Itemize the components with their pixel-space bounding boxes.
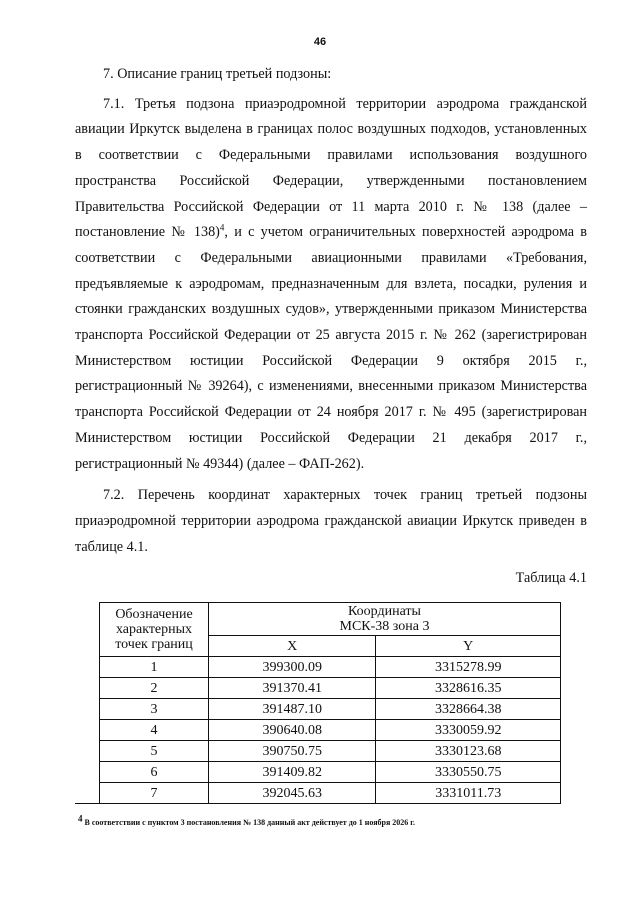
footnote: [78, 813, 588, 827]
document-body: [75, 62, 587, 804]
y-cell: 3328664.38: [376, 699, 561, 720]
table-row: [100, 699, 561, 720]
point-cell: 7: [100, 783, 209, 804]
table-caption: Таблица 4.1: [515, 570, 587, 587]
y-cell: 3330550.75: [376, 762, 561, 783]
point-cell: 1: [100, 657, 209, 678]
table-row: [100, 762, 561, 783]
y-cell: 3328616.35: [376, 678, 561, 699]
point-cell: 6: [100, 762, 209, 783]
coordinates-table: [99, 602, 561, 804]
paragraph-7-1-part2: , и с учетом ограничительных поверхностей аэродрома в соответствии с Федеральными авиационными правилами «Требования, предъявляемые к аэродромам, предназначенным для взлета, посадки, руления и стоянки гражданских воздушных судов», утвержденными приказом Министерства транспорта Российской Федерации от 25 августа 2015 г. № 262 (зарегистрирован Министерством юстиции Российской Федерации 9 октября 2015 г., регистрационный № 39264), с изменениями, внесенными приказом Министерства транспорта Российской Федерации от 24 ноября 2017 г. № 495 (зарегистрирован Министерством юстиции Российской Федерации 21 декабря 2017 г., регистрационный № 49344) (далее – ФАП-262).: [75, 224, 588, 472]
table-row: [100, 783, 561, 804]
footnote-divider: [75, 803, 225, 804]
page-number: 46: [313, 36, 327, 48]
coordinates-header: [209, 603, 561, 636]
x-cell: 391370.41: [209, 678, 376, 699]
x-column-header: X: [209, 636, 376, 657]
footnote-text: В соответствии с пунктом 3 постановления № 138 данный акт действует до 1 ноября 2026 г.: [82, 818, 416, 827]
coordinates-header-line1: Координаты: [348, 604, 421, 620]
table-row: [100, 657, 561, 678]
paragraph-7-1-part1: 7.1. Третья подзона приаэродромной территории аэродрома гражданской авиации Иркутск выделена в границах полос воздушных подходов, установленных в соответствии с Федеральными правилами использования воздушного пространства Российской Федерации, утвержденными постановлением Правительства Российской Федерации от 11 марта 2010 г. № 138 (далее – постановление № 138): [75, 95, 587, 241]
y-column-header: Y: [376, 636, 561, 657]
footnote-reference: 4: [219, 222, 225, 233]
point-cell: 3: [100, 699, 209, 720]
table-row: [100, 678, 561, 699]
x-cell: 391487.10: [209, 699, 376, 720]
y-cell: 3331011.73: [376, 783, 561, 804]
x-cell: 391409.82: [209, 762, 376, 783]
table-row: [100, 741, 561, 762]
x-cell: 399300.09: [209, 657, 376, 678]
paragraph-7-1: [75, 92, 587, 478]
x-cell: 392045.63: [209, 783, 376, 804]
y-cell: 3330059.92: [376, 720, 561, 741]
x-cell: 390750.75: [209, 741, 376, 762]
y-cell: 3315278.99: [376, 657, 561, 678]
table-row: [100, 720, 561, 741]
paragraph-7-2: 7.2. Перечень координат характерных точек границ третьей подзоны приаэродромной территории аэродрома гражданской авиации Иркутск приведен в таблице 4.1.: [75, 487, 587, 555]
point-label-header: Обозначение характерных точек границ: [100, 603, 209, 657]
coordinates-header-line2: МСК-38 зона 3: [339, 619, 430, 635]
point-cell: 2: [100, 678, 209, 699]
y-cell: 3330123.68: [376, 741, 561, 762]
point-cell: 5: [100, 741, 209, 762]
section-heading: 7. Описание границ третьей подзоны:: [103, 66, 332, 82]
x-cell: 390640.08: [209, 720, 376, 741]
footnote-marker: 4: [78, 813, 83, 824]
point-cell: 4: [100, 720, 209, 741]
